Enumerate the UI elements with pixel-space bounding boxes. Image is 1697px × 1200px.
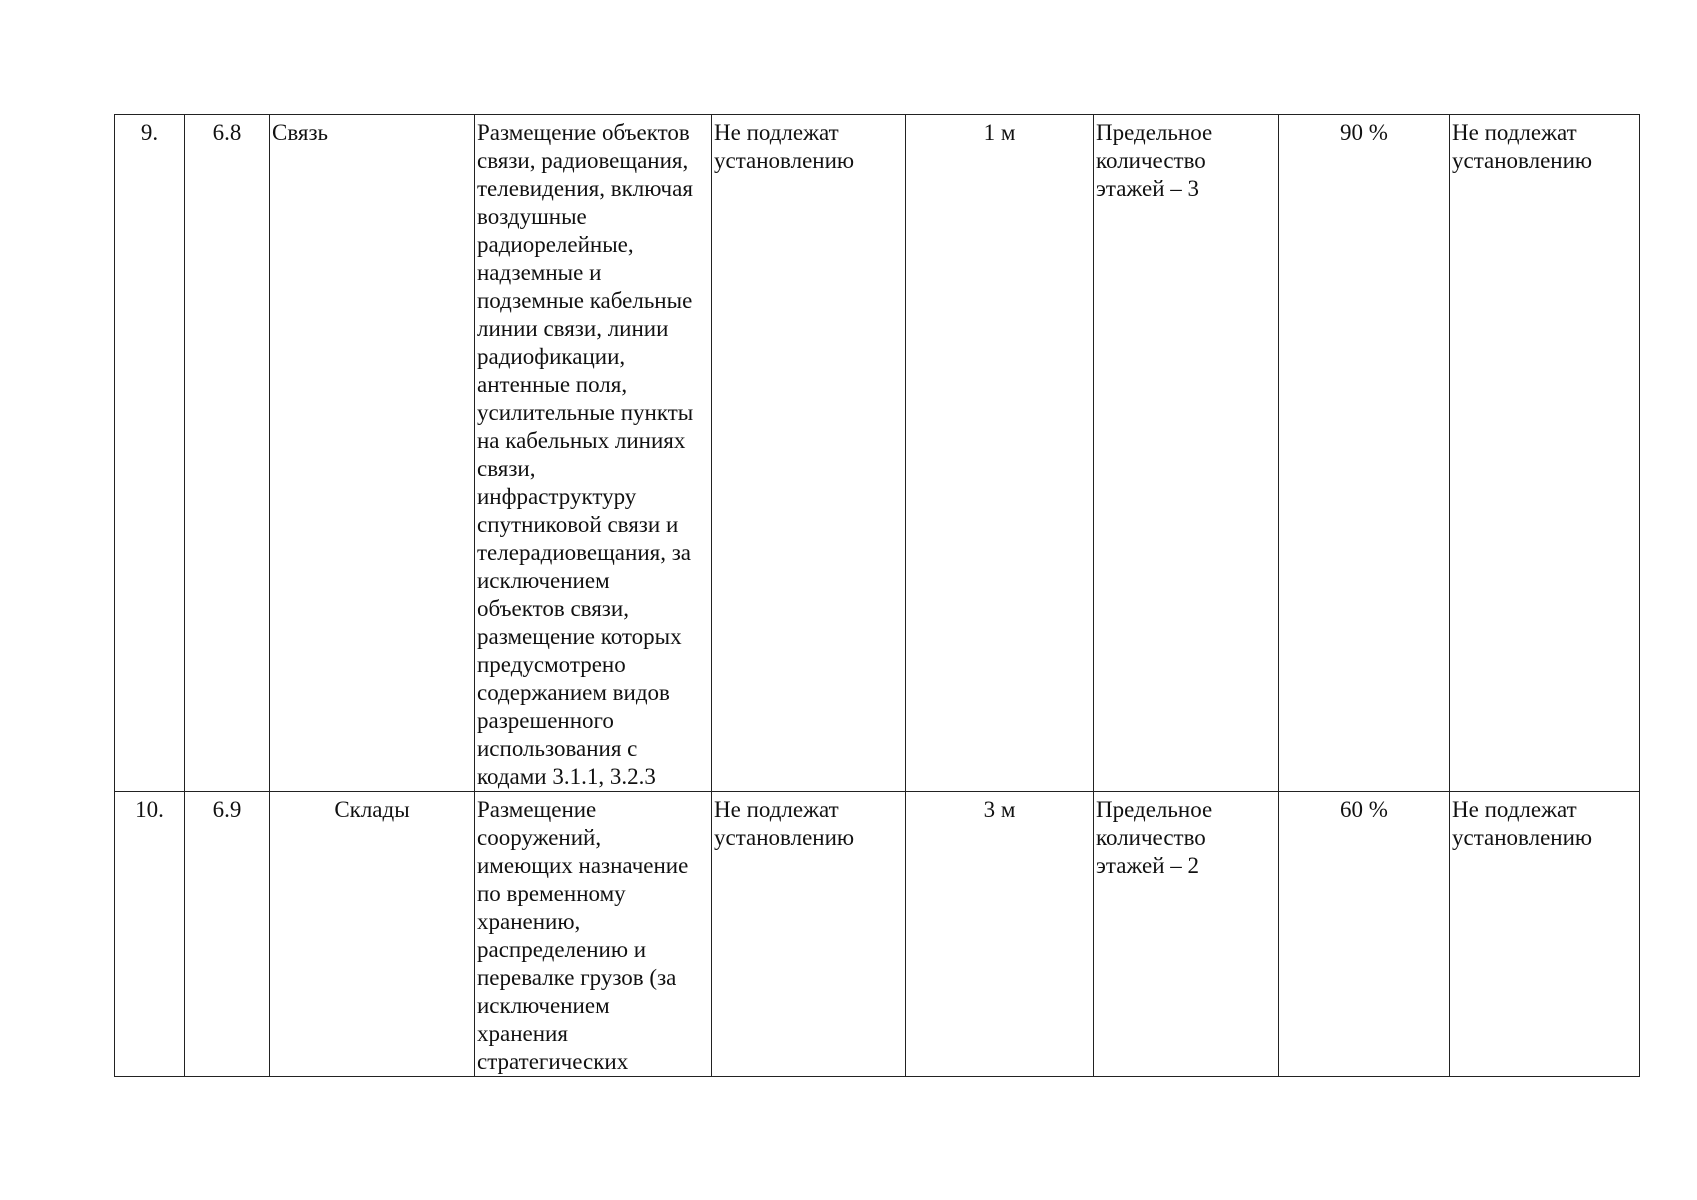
use-name: Связь xyxy=(270,115,475,792)
regulations-table xyxy=(114,114,1640,1077)
max-floors-value: Предельное количество этажей – 3 xyxy=(1094,115,1279,792)
row-number: 10. xyxy=(115,792,185,1077)
min-indent-value: 3 м xyxy=(906,792,1094,1077)
plot-size-value: Не подлежат установлению xyxy=(712,792,906,1077)
min-indent-value: 1 м xyxy=(906,115,1094,792)
use-code: 6.9 xyxy=(185,792,270,1077)
other-params-value: Не подлежат установлению xyxy=(1450,792,1640,1077)
table-row xyxy=(115,115,1640,792)
use-description: Размещение объектов связи, радиовещания, телевидения, включая воздушные радиорелейные, надземные и подземные кабельные линии связи, линии радиофикации, антенные поля, усилительные пункты на кабельных линиях связи, инфраструктуру спутниковой связи и телерадиовещания, за исключением объектов связи, размещение которых предусмотрено содержанием видов разрешенного использования с кодами 3.1.1, 3.2.3 xyxy=(475,115,712,792)
table-row xyxy=(115,792,1640,1077)
max-coverage-value: 60 % xyxy=(1279,792,1450,1077)
use-description: Размещение сооружений, имеющих назначение по временному хранению, распределению и перевалке грузов (за исключением хранения стратегических xyxy=(475,792,712,1077)
use-name: Склады xyxy=(270,792,475,1077)
row-number: 9. xyxy=(115,115,185,792)
other-params-value: Не подлежат установлению xyxy=(1450,115,1640,792)
plot-size-value: Не подлежат установлению xyxy=(712,115,906,792)
max-floors-value: Предельное количество этажей – 2 xyxy=(1094,792,1279,1077)
max-coverage-value: 90 % xyxy=(1279,115,1450,792)
use-code: 6.8 xyxy=(185,115,270,792)
